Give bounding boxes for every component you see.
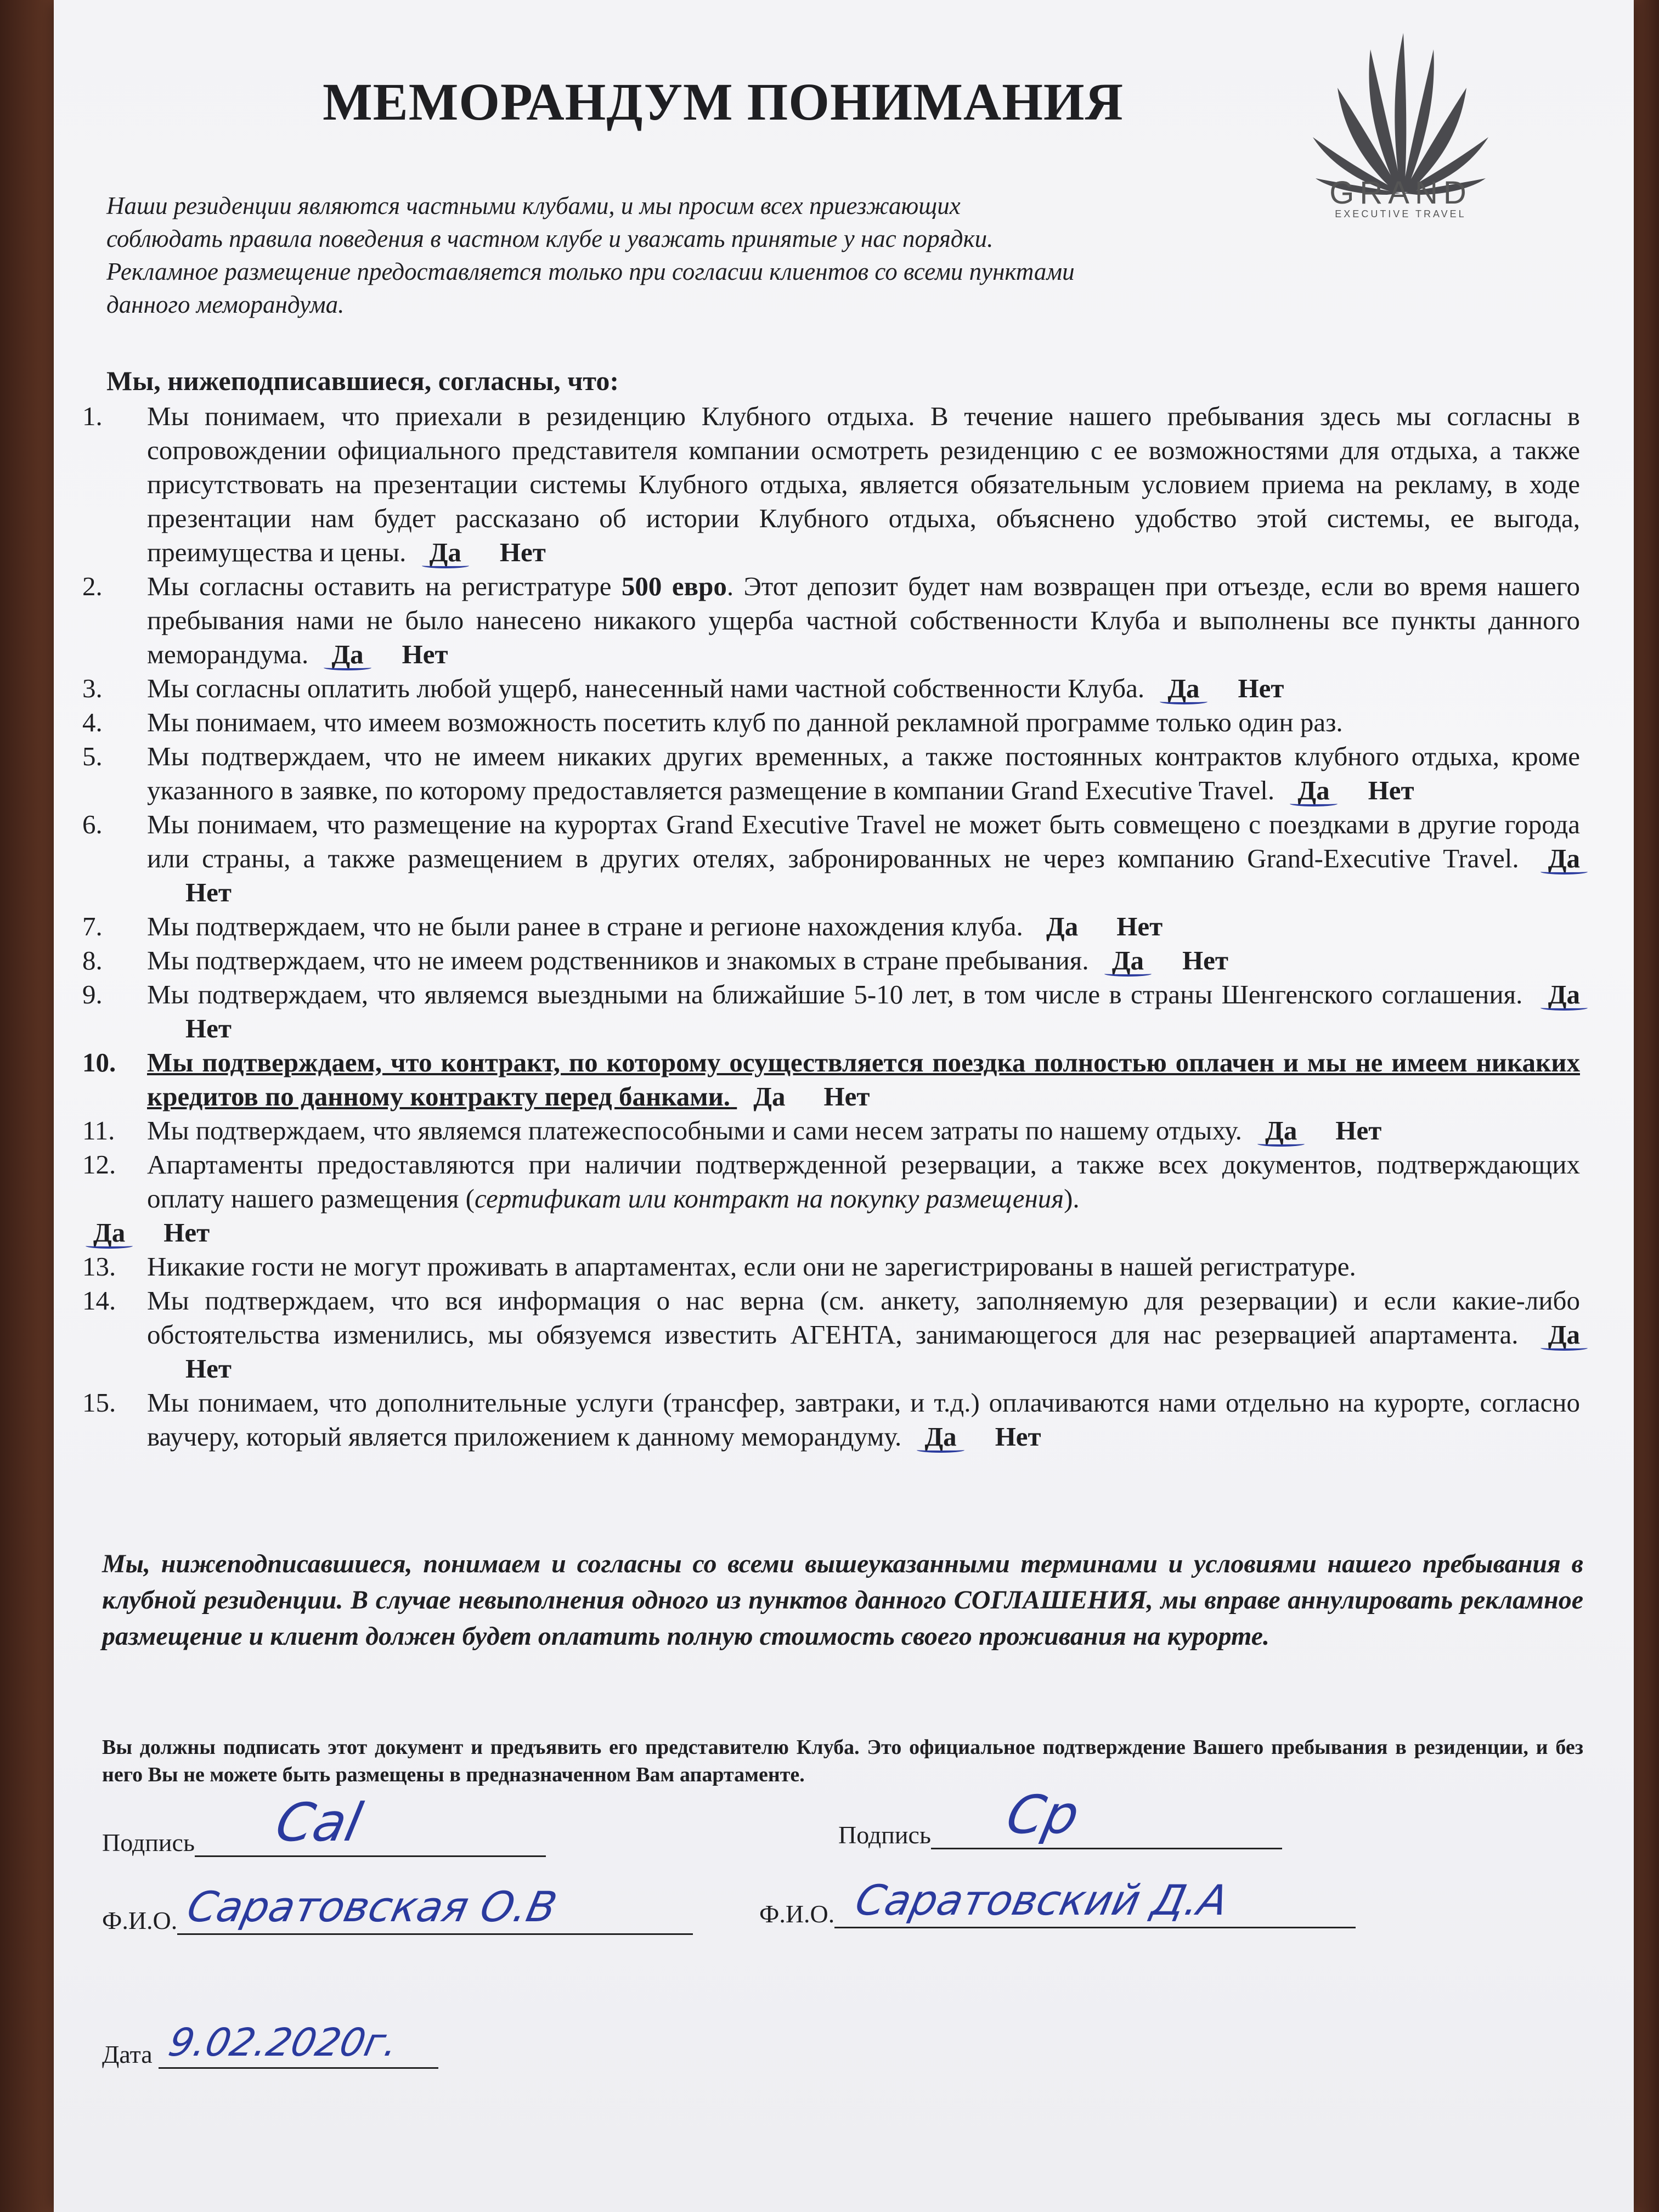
clause-number: 3.	[82, 673, 103, 703]
clause-number: 9.	[82, 979, 103, 1009]
clause-list	[82, 399, 1580, 1454]
yes-option-selected: Да	[1548, 842, 1580, 876]
clause-number: 6.	[82, 809, 103, 839]
no-option: Нет	[185, 1013, 232, 1043]
signature-row-left	[102, 1792, 546, 1857]
yes-option-selected: Да	[1548, 1318, 1580, 1352]
desk-edge-left	[0, 0, 60, 2212]
clause-item	[82, 1046, 1580, 1114]
handwritten-signature: Саl	[270, 1792, 368, 1853]
yes-option-selected: Да	[93, 1216, 125, 1250]
clause-item	[82, 808, 1580, 910]
name-line	[177, 1882, 693, 1935]
clause-number: 2.	[82, 571, 103, 601]
clause-text: Никакие гости не могут проживать в апартаментах, если они не зарегистрированы в нашей регистратуре.	[147, 1251, 1356, 1282]
clause-text: Мы понимаем, что размещение на курортах Grand Executive Travel не может быть совмещено с поездками в другие города или страны, а также размещением в других отелях, забронированных не через компанию Grand-Executive Travel.	[147, 809, 1580, 873]
agree-heading: Мы, нижеподписавшиеся, согласны, что:	[106, 365, 619, 396]
yes-option-selected: Да	[430, 535, 461, 569]
clause-item	[82, 978, 1580, 1046]
clause-number: 10.	[82, 1047, 116, 1077]
yes-option-selected: Да	[1167, 672, 1199, 706]
logo-grand-text: GRAND	[1329, 175, 1472, 211]
intro-line: соблюдать правила поведения в частном клубе и уважать принятые у нас порядки.	[106, 225, 994, 252]
signature-notice: Вы должны подписать этот документ и предъявить его представителю Клуба. Это официальное подтверждение Вашего пребывания в резиденции, и без него Вы не можете быть размещены в предназначенном Вам апартаменте.	[102, 1736, 1583, 1786]
clause-number: 1.	[82, 401, 103, 431]
signature-line	[195, 1792, 546, 1857]
no-option: Нет	[499, 537, 546, 567]
yes-option: Да	[753, 1081, 786, 1111]
clause-item	[82, 1386, 1580, 1454]
clause-item	[82, 740, 1580, 808]
intro-line: данного меморандума.	[106, 291, 345, 318]
date-label: Дата	[102, 2040, 153, 2068]
clause-item	[82, 1250, 1580, 1284]
intro-paragraph	[106, 189, 1313, 321]
clause-text: Мы согласны оплатить любой ущерб, нанесенный нами частной собственности Клуба.	[147, 673, 1145, 703]
no-option: Нет	[1182, 945, 1228, 975]
clause-text: Мы понимаем, что имеем возможность посетить клуб по данной рекламной программе только один раз.	[147, 707, 1343, 737]
clause-item	[82, 944, 1580, 978]
signature-label: Подпись	[838, 1821, 931, 1849]
intro-line: Рекламное размещение предоставляется только при согласии клиентов со всеми пунктами	[106, 258, 1075, 285]
yes-option: Да	[1046, 911, 1079, 941]
clause-text: ).	[1064, 1183, 1080, 1214]
clause-item	[82, 1148, 1580, 1250]
clause-text: Мы понимаем, что дополнительные услуги (трансфер, завтраки, и т.д.) оплачиваются нами отдельно на курорте, согласно ваучеру, который является приложением к данному меморандуму.	[147, 1387, 1580, 1452]
clause-text: Мы подтверждаем, что не имеем никаких других временных, а также постоянных контрактов клубного отдыха, кроме указанного в заявке, по которому предоставляется размещение в компании Grand Executive Travel.	[147, 741, 1580, 805]
clause-text: Мы понимаем, что приехали в резиденцию Клубного отдыха. В течение нашего пребывания здесь мы согласны в сопровождении официального представителя компании осмотреть резиденцию с ее возможностями для отдыха, а также присутствовать на презентации системы Клубного отдыха, является обязательным условием приема на рекламу, в ходе презентации нам будет рассказано об истории Клубного отдыха, объяснено удобство этой системы, ее выгода, преимущества и цены.	[147, 401, 1580, 567]
yes-option-selected: Да	[924, 1420, 956, 1454]
handwritten-signature: Ср	[1001, 1784, 1085, 1846]
clause-text: Мы подтверждаем, что вся информация о нас верна (см. анкету, заполняемую для резервации) и если какие-либо обстоятельства изменились, мы обязуемся известить АГЕНТА, занимающегося для нас резервацией апартамента.	[147, 1285, 1580, 1350]
no-option: Нет	[163, 1217, 210, 1248]
clause-number: 8.	[82, 945, 103, 975]
date-line	[159, 2020, 438, 2069]
clause-text-italic: сертификат или контракт на покупку размещения	[474, 1183, 1064, 1214]
clause-item	[82, 706, 1580, 740]
clause-number: 12.	[82, 1149, 116, 1180]
name-label: Ф.И.О.	[759, 1900, 835, 1928]
deposit-amount: 500 евро	[621, 571, 727, 601]
no-option: Нет	[1335, 1115, 1382, 1146]
signature-row-right	[838, 1784, 1282, 1849]
clause-number: 13.	[82, 1251, 116, 1282]
clause-item	[82, 1114, 1580, 1148]
clause-number: 14.	[82, 1285, 116, 1316]
yes-option-selected: Да	[1548, 978, 1580, 1012]
yes-option-selected: Да	[331, 637, 363, 672]
clause-item	[82, 672, 1580, 706]
no-option: Нет	[823, 1081, 870, 1111]
handwritten-name: Саратовский Д.А	[851, 1876, 1233, 1925]
name-row-right	[759, 1876, 1356, 1928]
name-line	[834, 1876, 1356, 1928]
clause-number: 15.	[82, 1387, 116, 1418]
no-option: Нет	[185, 877, 232, 907]
clause-text: Мы подтверждаем, что являемся платежеспособными и сами несем затраты по нашему отдыху.	[147, 1115, 1242, 1146]
document-sheet	[54, 0, 1634, 2212]
clause-text: . Этот депозит будет нам возвращен при отъезде, если во время нашего пребывания нами не было нанесено никакого ущерба частной собственности Клуба и выполнены все пункты данного меморандума.	[147, 571, 1580, 669]
intro-line: Наши резиденции являются частными клубами, и мы просим всех приезжающих	[106, 192, 961, 219]
clause-text: Мы подтверждаем, что не были ранее в стране и регионе нахождения клуба.	[147, 911, 1023, 941]
handwritten-date: 9.02.2020г.	[165, 2020, 403, 2065]
clause-item	[82, 399, 1580, 569]
no-option: Нет	[1238, 673, 1284, 703]
yes-option-selected: Да	[1112, 944, 1144, 978]
clause-text: Мы подтверждаем, что контракт, по которому осуществляется поездка полностью оплачен и мы не имеем никаких кредитов по данному контракту перед банками.	[147, 1047, 1580, 1111]
logo-subtitle-text: EXECUTIVE TRAVEL	[1335, 208, 1466, 219]
no-option: Нет	[185, 1353, 232, 1384]
clause-text: Мы подтверждаем, что не имеем родственников и знакомых в стране пребывания.	[147, 945, 1089, 975]
clause-number: 5.	[82, 741, 103, 771]
signature-line	[931, 1784, 1282, 1849]
signature-label: Подпись	[102, 1829, 195, 1857]
name-row-left	[102, 1882, 693, 1935]
clause-number: 7.	[82, 911, 103, 941]
clause-text: Мы подтверждаем, что являемся выездными на ближайшие 5-10 лет, в том числе в страны Шенгенского соглашения.	[147, 979, 1523, 1009]
no-option: Нет	[402, 639, 448, 669]
no-option: Нет	[1116, 911, 1163, 941]
document-title: МЕМОРАНДУМ ПОНИМАНИЯ	[323, 72, 1124, 131]
clause-text: Апартаменты предоставляются при наличии подтвержденной резервации, а также всех документов, подтверждающих оплату нашего размещения (	[147, 1149, 1580, 1214]
clause-number: 4.	[82, 707, 103, 737]
no-option: Нет	[995, 1421, 1041, 1452]
yes-option-selected: Да	[1265, 1114, 1297, 1148]
closing-statement: Мы, нижеподписавшиеся, понимаем и согласны со всеми вышеуказанными терминами и условиями нашего пребывания в клубной резиденции. В случае невыполнения одного из пунктов данного СОГЛАШЕНИЯ, мы вправе аннулировать рекламное размещение и клиент должен будет оплатить полную стоимость своего проживания на курорте.	[102, 1549, 1583, 1651]
date-row	[102, 2020, 438, 2069]
no-option: Нет	[1368, 775, 1414, 805]
clause-number: 11.	[82, 1115, 115, 1146]
clause-item	[82, 569, 1580, 672]
name-label: Ф.И.О.	[102, 1906, 178, 1934]
handwritten-name: Саратовская О.В	[183, 1882, 562, 1931]
yes-option-selected: Да	[1297, 774, 1329, 808]
clause-text: Мы согласны оставить на регистратуре	[147, 571, 622, 601]
clause-item	[82, 910, 1580, 944]
clause-item	[82, 1284, 1580, 1386]
